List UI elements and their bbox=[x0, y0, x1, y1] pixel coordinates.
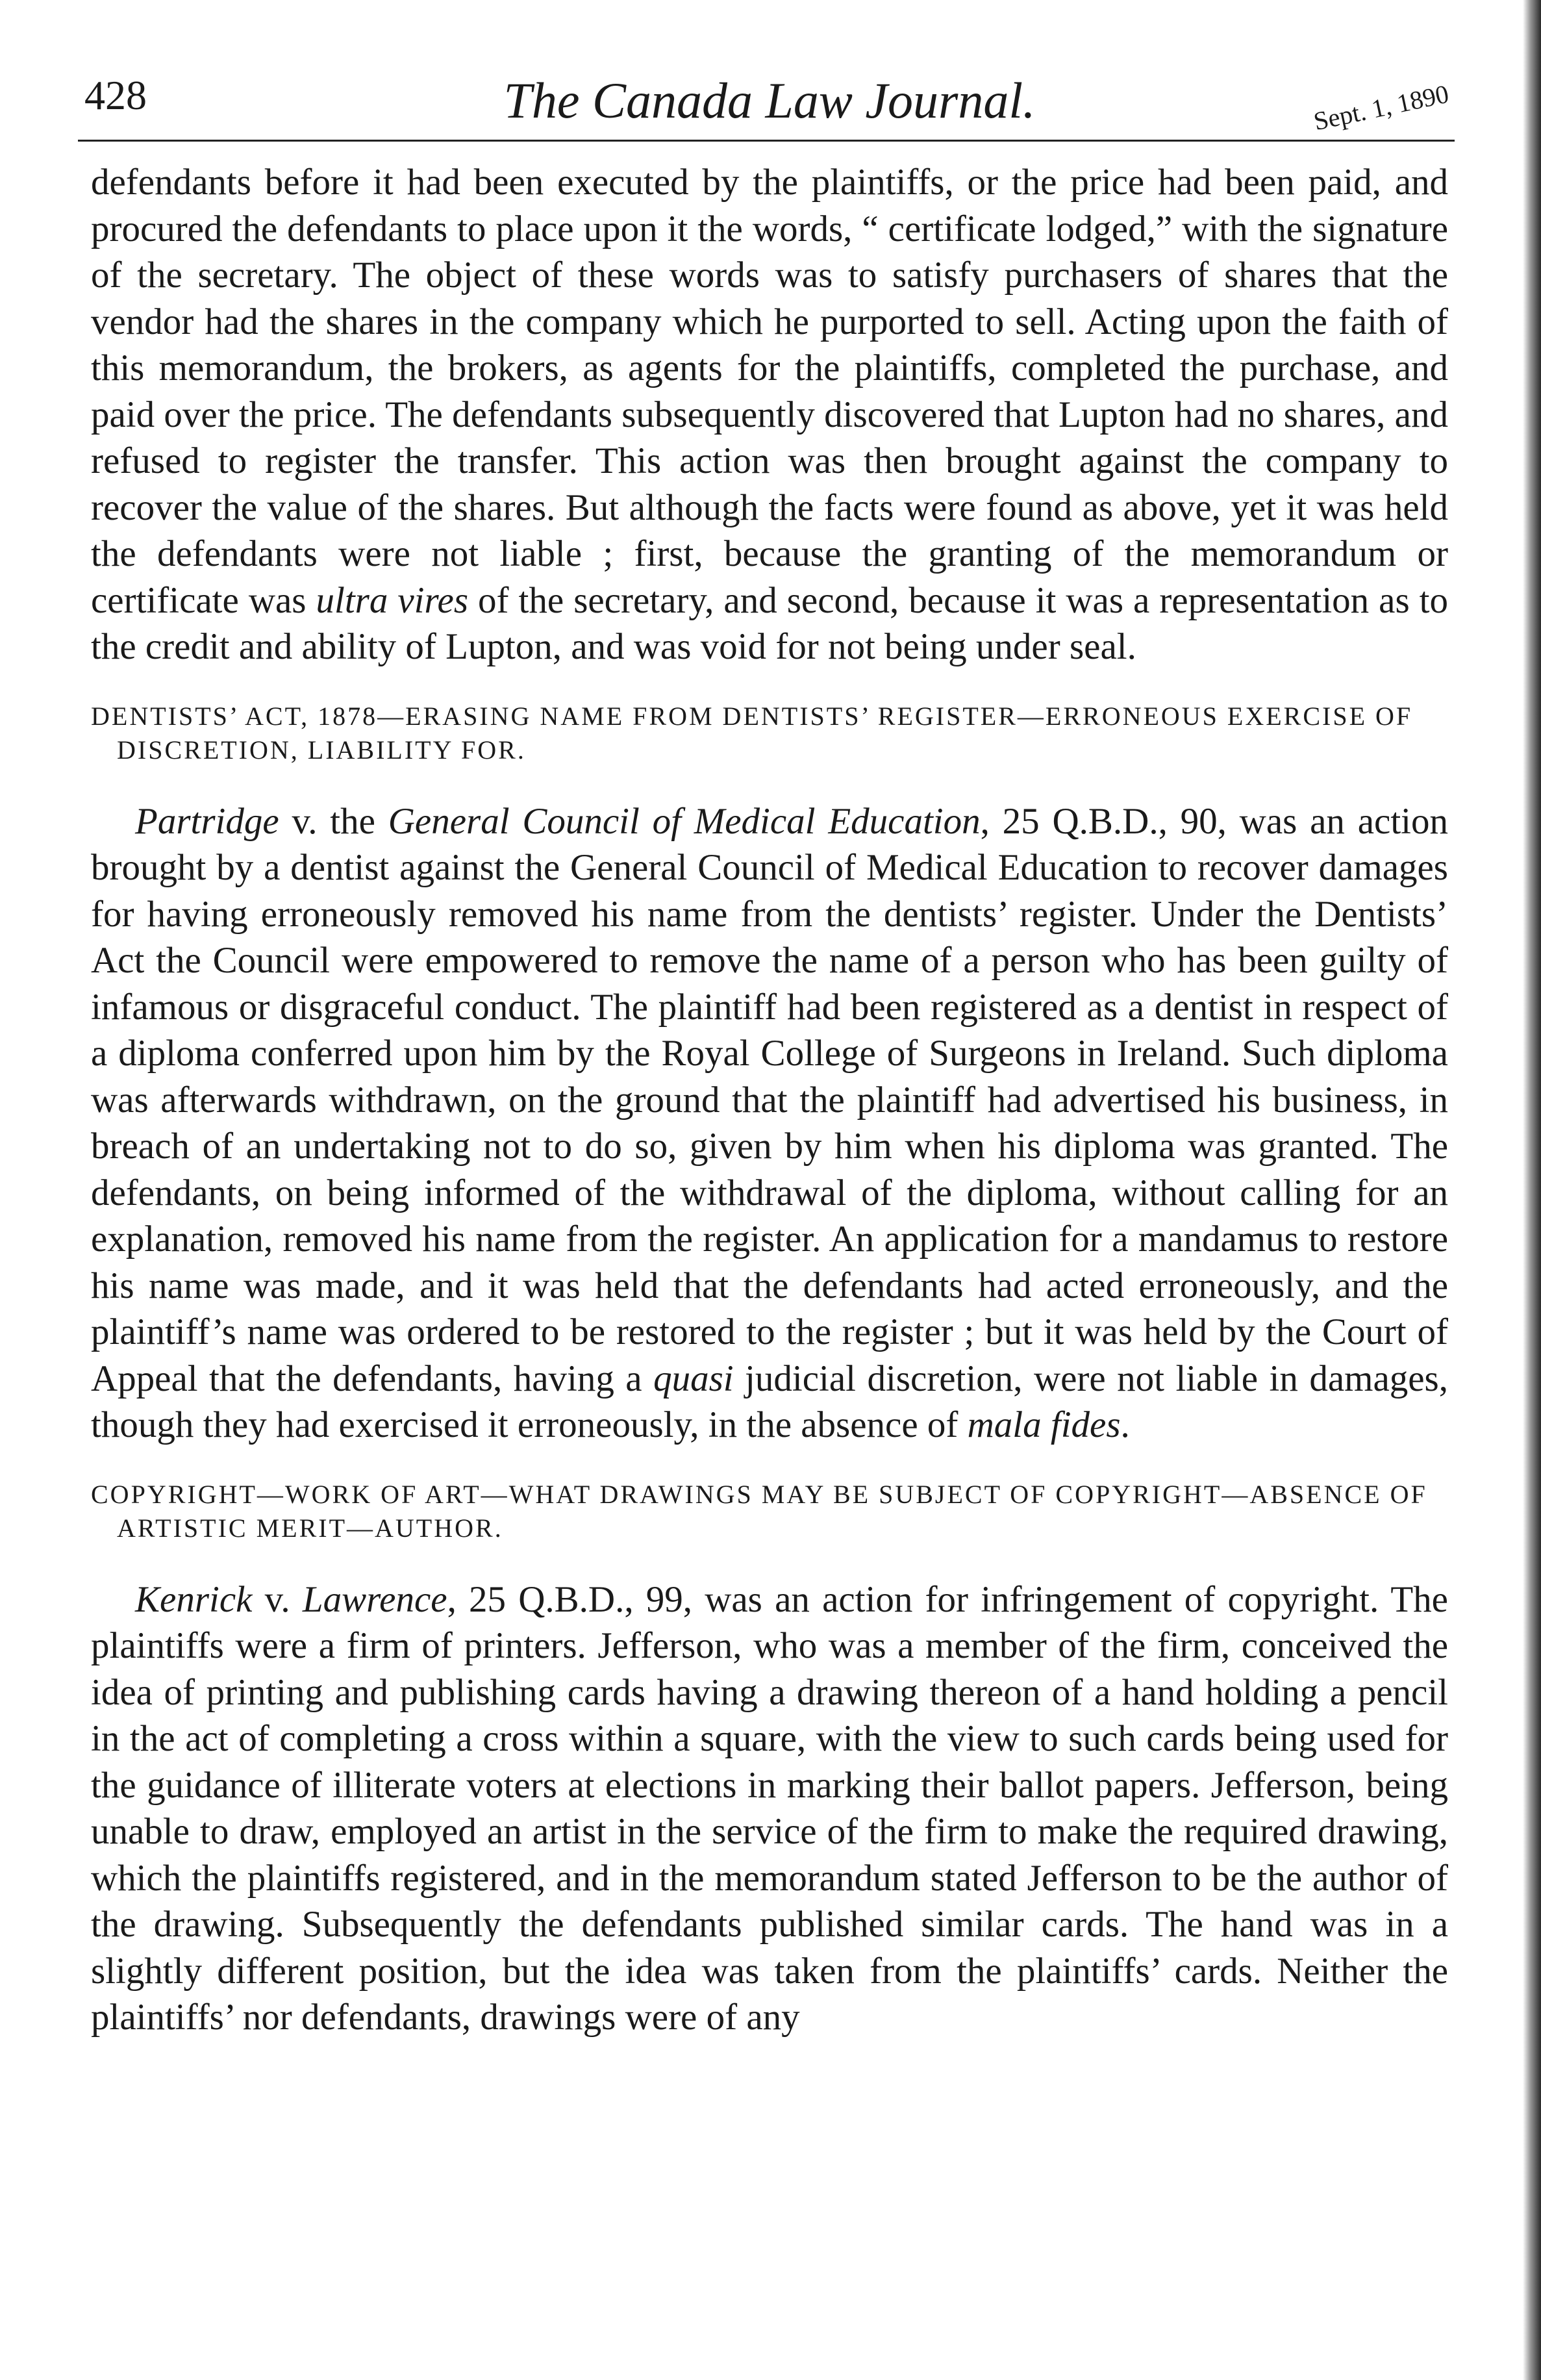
paragraph-text: , 25 Q.B.D., 90, was an action brought by a dentist against the General Council of Medical Education to recover damages for having erroneously removed his name from the dentists’ register. Under the Dentists’ Act the Council were empowered to remove the name of a person who has been guilty of infamous or disgraceful conduct. The plaintiff had been registered as a dentist in respect of a diploma conferred upon him by the Royal College of Surgeons in Ireland. Such diploma was afterwards withdrawn, on the ground that the plaintiff had advertised his business, in breach of an undertaking not to do so, given by him when his diploma was granted. The defendants, on being informed of the withdrawal of the diploma, without calling for an explanation, removed his name from the register. An application for a mandamus to restore his name was made, and it was held that the defendants had acted erroneously, and the plaintiff’s name was ordered to be restored to the register ; but it was held by the Court of Appeal that the defendants, having a bbox=[91, 800, 1449, 1399]
article-body bbox=[91, 159, 1448, 2041]
paragraph-kenrick-case bbox=[91, 1576, 1448, 2041]
paragraph-text: v. the bbox=[279, 800, 388, 842]
case-name: Partridge bbox=[135, 800, 279, 842]
paragraph-text: . bbox=[1120, 1404, 1130, 1445]
paragraph-text: defendants before it had been executed by the plaintiffs, or the price had been paid, and procured the defendants to place upon it the words, “ certificate lodged,” with the signature of the secretary. The object of these words was to satisfy purchasers of shares that the vendor had the shares in the company which he purported to sell. Acting upon the faith of this memorandum, the brokers, as agents for the plaintiffs, completed the purchase, and paid over the price. The defendants subsequently discovered that Lupton had no shares, and refused to register the transfer. This action was then brought against the company to recover the value of the shares. But although the facts were found as above, yet it was held the defendants were not liable ; first, because the granting of the memorandum or certificate was bbox=[91, 162, 1448, 621]
section-heading-dentists-act: DENTISTS’ ACT, 1878—ERASING NAME FROM DENTISTS’ REGISTER—ERRONEOUS EXERCISE OF DISCRETION, LIABILITY FOR. bbox=[91, 701, 1413, 765]
paragraph-text: judicial discretion, were not liable in damages, though they had exercised it erroneously, in the absence of bbox=[91, 1358, 1448, 1445]
section-heading-copyright: COPYRIGHT—WORK OF ART—WHAT DRAWINGS MAY BE SUBJECT OF COPYRIGHT—ABSENCE OF ARTISTIC MERIT—AUTHOR. bbox=[91, 1479, 1427, 1543]
case-name: Kenrick bbox=[135, 1578, 253, 1620]
paragraph-continuation bbox=[91, 159, 1448, 670]
running-header bbox=[78, 65, 1461, 136]
paragraph-partridge-case bbox=[91, 798, 1448, 1449]
paragraph-text: , 25 Q.B.D., 99, was an action for infringement of copyright. The plaintiffs were a firm of printers. Jefferson, who was a member of the firm, conceived the idea of printing and publishing cards having a drawing thereon of a hand holding a pencil in the act of completing a cross within a square, with the view to such cards being used for the guidance of illiterate voters at elections in marking their ballot papers. Jefferson, being unable to draw, employed an artist in the service of the firm to make the required drawing, which the plaintiffs registered, and in the memorandum stated Jefferson to be the author of the drawing. Subsequently the defendants published similar cards. The hand was in a slightly different position, but the idea was taken from the plaintiffs’ cards. Neither the plaintiffs’ nor defendants, drawings were of any bbox=[91, 1578, 1448, 2038]
header-rule bbox=[78, 140, 1455, 142]
journal-title: The Canada Law Journal. bbox=[503, 72, 1036, 129]
italic-term: mala fides bbox=[967, 1404, 1121, 1445]
page-number: 428 bbox=[84, 72, 147, 118]
case-party: General Council of Medical Education bbox=[388, 800, 981, 842]
issue-date: Sept. 1, 1890 bbox=[1310, 79, 1451, 136]
italic-term: quasi bbox=[653, 1358, 734, 1399]
paragraph-text: of the secretary, and second, because it was a representation as to the credit and ability of Lupton, and was void for not being under seal. bbox=[91, 579, 1449, 667]
page-edge-shadow bbox=[1523, 0, 1541, 2380]
italic-term: ultra vires bbox=[316, 579, 469, 621]
paragraph-text: v. bbox=[252, 1578, 303, 1620]
case-party: Lawrence bbox=[302, 1578, 447, 1620]
